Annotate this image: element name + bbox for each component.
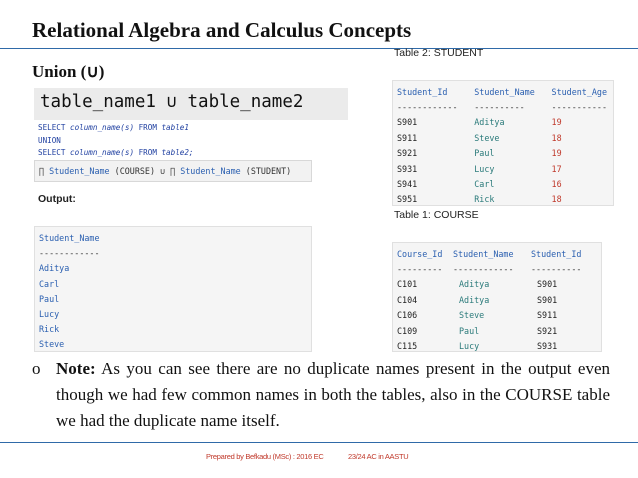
table-row xyxy=(397,176,609,191)
projection-symbol: ∏ xyxy=(170,166,176,176)
table-dash-row xyxy=(397,99,609,114)
table-cell: S931 xyxy=(537,341,558,352)
table-row xyxy=(397,277,597,292)
table-cell: Steve xyxy=(474,132,500,143)
sql-keyword: SELECT xyxy=(38,148,66,157)
dash-cell: ---------- xyxy=(531,264,582,275)
table-cell: S911 xyxy=(397,132,418,143)
table-dash-row xyxy=(397,261,597,276)
output-row: Steve xyxy=(39,339,65,350)
output-header: Student_Name xyxy=(39,233,100,243)
table-row xyxy=(397,308,597,323)
table-cell: S901 xyxy=(397,117,418,128)
sql-keyword: FROM xyxy=(138,123,157,132)
sql-line-3 xyxy=(38,147,194,160)
table-cell: Steve xyxy=(459,310,485,321)
sql-keyword: FROM xyxy=(138,148,157,157)
output-label: Output: xyxy=(38,193,76,205)
table-cell: Rick xyxy=(474,194,495,205)
dash-cell: ------------ xyxy=(453,264,514,275)
course-table xyxy=(392,242,602,352)
table-cell: C106 xyxy=(397,310,418,321)
sql-columns: column_name(s) xyxy=(70,148,135,157)
table-cell: Lucy xyxy=(459,341,480,352)
section-subtitle: Union (∪) xyxy=(32,62,105,81)
table-row xyxy=(397,192,609,207)
table-cell: Paul xyxy=(459,325,480,336)
sql-line-1 xyxy=(38,122,194,135)
table-cell: C115 xyxy=(397,341,418,352)
table-cell: S911 xyxy=(537,310,558,321)
sql-line-2 xyxy=(38,135,194,148)
table-cell: S921 xyxy=(537,325,558,336)
bullet-marker: o xyxy=(32,359,41,378)
student-table xyxy=(392,80,614,206)
output-row: Rick xyxy=(39,324,60,335)
column-header: Student_Id xyxy=(397,86,448,97)
table-cell: S901 xyxy=(537,294,558,305)
sql-keyword: UNION xyxy=(38,135,61,145)
expression-part: (COURSE) ∪ xyxy=(114,166,166,176)
table-cell: Aditya xyxy=(459,279,490,290)
output-dashes: ------------ xyxy=(39,248,100,259)
table-cell: S921 xyxy=(397,148,418,159)
note-text: As you can see there are no duplicate names present in the output even though we had few common names in both the tables, also in the COURSE table we had the duplicate name itself. xyxy=(56,359,611,430)
output-row: Paul xyxy=(39,293,60,304)
table-cell: C109 xyxy=(397,325,418,336)
table-header-row xyxy=(397,84,609,99)
table-row xyxy=(397,338,597,353)
union-syntax-box: table_name1 ∪ table_name2 xyxy=(34,88,348,120)
sql-code-block xyxy=(38,122,194,160)
table-cell: Lucy xyxy=(474,163,495,174)
table-cell: 16 xyxy=(551,179,562,190)
table-header-row xyxy=(397,246,597,261)
column-header: Course_Id xyxy=(397,248,443,259)
footer-author: Prepared by Befkadu (MSc) : 2016 EC xyxy=(206,452,324,461)
expression-part: (STUDENT) xyxy=(245,166,292,176)
table-cell: Paul xyxy=(474,148,495,159)
table-cell: Aditya xyxy=(474,117,505,128)
dash-cell: ------------ xyxy=(397,102,458,113)
projection-column: Student_Name xyxy=(180,166,241,176)
note-text-block xyxy=(56,356,610,434)
table-cell: 17 xyxy=(551,163,562,174)
column-header: Student_Name xyxy=(474,86,535,97)
column-header: Student_Age xyxy=(551,86,607,97)
sql-columns: column_name(s) xyxy=(70,123,135,132)
footer-divider xyxy=(0,442,638,443)
table-row xyxy=(397,115,609,130)
table-cell: Carl xyxy=(474,179,495,190)
table-cell: S931 xyxy=(397,163,418,174)
table-row xyxy=(397,292,597,307)
table-cell: S951 xyxy=(397,194,418,205)
projection-symbol: ∏ xyxy=(39,166,45,176)
column-header: Student_Name xyxy=(453,248,514,259)
table-cell: 18 xyxy=(551,132,562,143)
course-table-caption: Table 1: COURSE xyxy=(394,209,479,221)
title-divider xyxy=(0,48,638,49)
sql-table: table1 xyxy=(161,123,189,132)
relational-expression-box xyxy=(34,160,312,182)
output-row: Aditya xyxy=(39,263,70,274)
output-row: Lucy xyxy=(39,309,60,320)
table-cell: C101 xyxy=(397,279,418,290)
table-cell: 18 xyxy=(551,194,562,205)
table-cell: Aditya xyxy=(459,294,490,305)
table-row xyxy=(397,130,609,145)
table-cell: S901 xyxy=(537,279,558,290)
dash-cell: ---------- xyxy=(474,102,525,113)
output-row: Carl xyxy=(39,278,60,289)
footer-term: 23/24 AC in AASTU xyxy=(348,452,409,461)
table-cell: C104 xyxy=(397,294,418,305)
projection-column: Student_Name xyxy=(49,166,110,176)
table-row xyxy=(397,161,609,176)
sql-table: table2; xyxy=(161,148,194,157)
note-label: Note: xyxy=(56,359,96,378)
dash-cell: ----------- xyxy=(551,102,607,113)
dash-cell: --------- xyxy=(397,264,443,275)
student-table-caption: Table 2: STUDENT xyxy=(394,47,484,59)
table-cell: 19 xyxy=(551,117,562,128)
table-row xyxy=(397,146,609,161)
table-cell: 19 xyxy=(551,148,562,159)
table-cell: S941 xyxy=(397,179,418,190)
note-paragraph xyxy=(32,356,610,434)
sql-keyword: SELECT xyxy=(38,123,66,132)
output-result-box xyxy=(34,226,312,352)
column-header: Student_Id xyxy=(531,248,582,259)
slide-title: Relational Algebra and Calculus Concepts xyxy=(32,18,412,42)
table-row xyxy=(397,323,597,338)
